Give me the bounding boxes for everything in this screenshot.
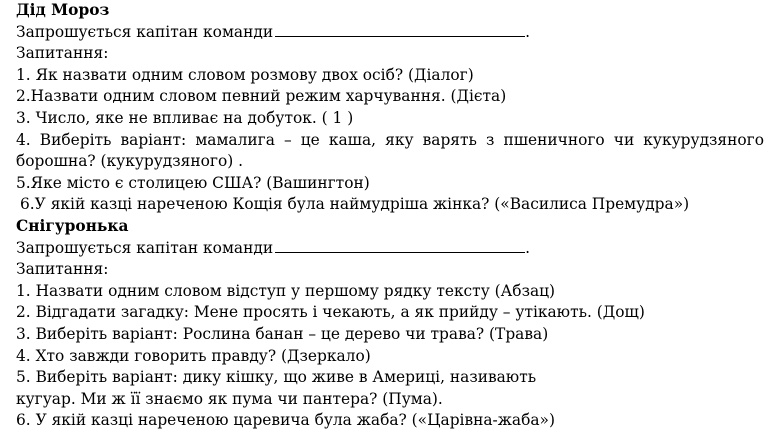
question-item: 3. Виберіть варіант: Рослина банан – це дерево чи трава? (Трава) xyxy=(16,324,549,343)
captain-invite-line xyxy=(16,22,764,44)
question-item: 5.Яке місто є столицею США? (Вашингтон) xyxy=(16,173,370,192)
question-item: 6.У якій казці нареченою Кощія була наймудріша жінка? («Василиса Премудра») xyxy=(20,195,690,214)
question-item: 6. У якій казці нареченою царевича була жаба? («Царівна-жаба») xyxy=(16,411,555,430)
section-heading-snihuronka: Снігуронька xyxy=(16,216,129,235)
questions-label: Запитання: xyxy=(16,260,109,279)
section-heading-did-moroz: Дід Мороз xyxy=(16,1,110,19)
question-item: 4. Хто завжди говорить правду? (Дзеркало) xyxy=(16,346,371,365)
question-item: 3. Число, яке не впливає на добуток. ( 1 ) xyxy=(16,108,354,127)
question-item: 4. Виберіть варіант: мамалига – це каша, яку варять з пшеничного чи кукурудзяного xyxy=(16,130,764,149)
questions-label: Запитання: xyxy=(16,44,109,63)
question-item: 5. Виберіть варіант: дику кішку, що живе в Америці, називають xyxy=(16,368,537,387)
blank-line xyxy=(275,22,525,37)
question-item-continuation: борошна? (кукурудзяного) . xyxy=(16,152,244,171)
question-item: 2.Назвати одним словом певний режим харчування. (Дієта) xyxy=(16,87,507,106)
captain-invite-line xyxy=(16,238,764,260)
question-item: 1. Назвати одним словом відступ у першому рядку тексту (Абзац) xyxy=(16,281,556,300)
blank-line xyxy=(275,238,525,253)
question-item-continuation: кугуар. Ми ж її знаємо як пума чи пантера? (Пума). xyxy=(16,389,443,408)
invite-period: . xyxy=(525,238,530,257)
question-item: 1. Як назвати одним словом розмову двох осіб? (Діалог) xyxy=(16,65,474,84)
document xyxy=(16,0,764,432)
question-item: 2. Відгадати загадку: Мене просять і чекають, а як прийду – утікають. (Дощ) xyxy=(16,303,645,322)
captain-invite-text: Запрошується капітан команди xyxy=(16,22,274,41)
captain-invite-text: Запрошується капітан команди xyxy=(16,238,274,257)
invite-period: . xyxy=(525,22,530,41)
